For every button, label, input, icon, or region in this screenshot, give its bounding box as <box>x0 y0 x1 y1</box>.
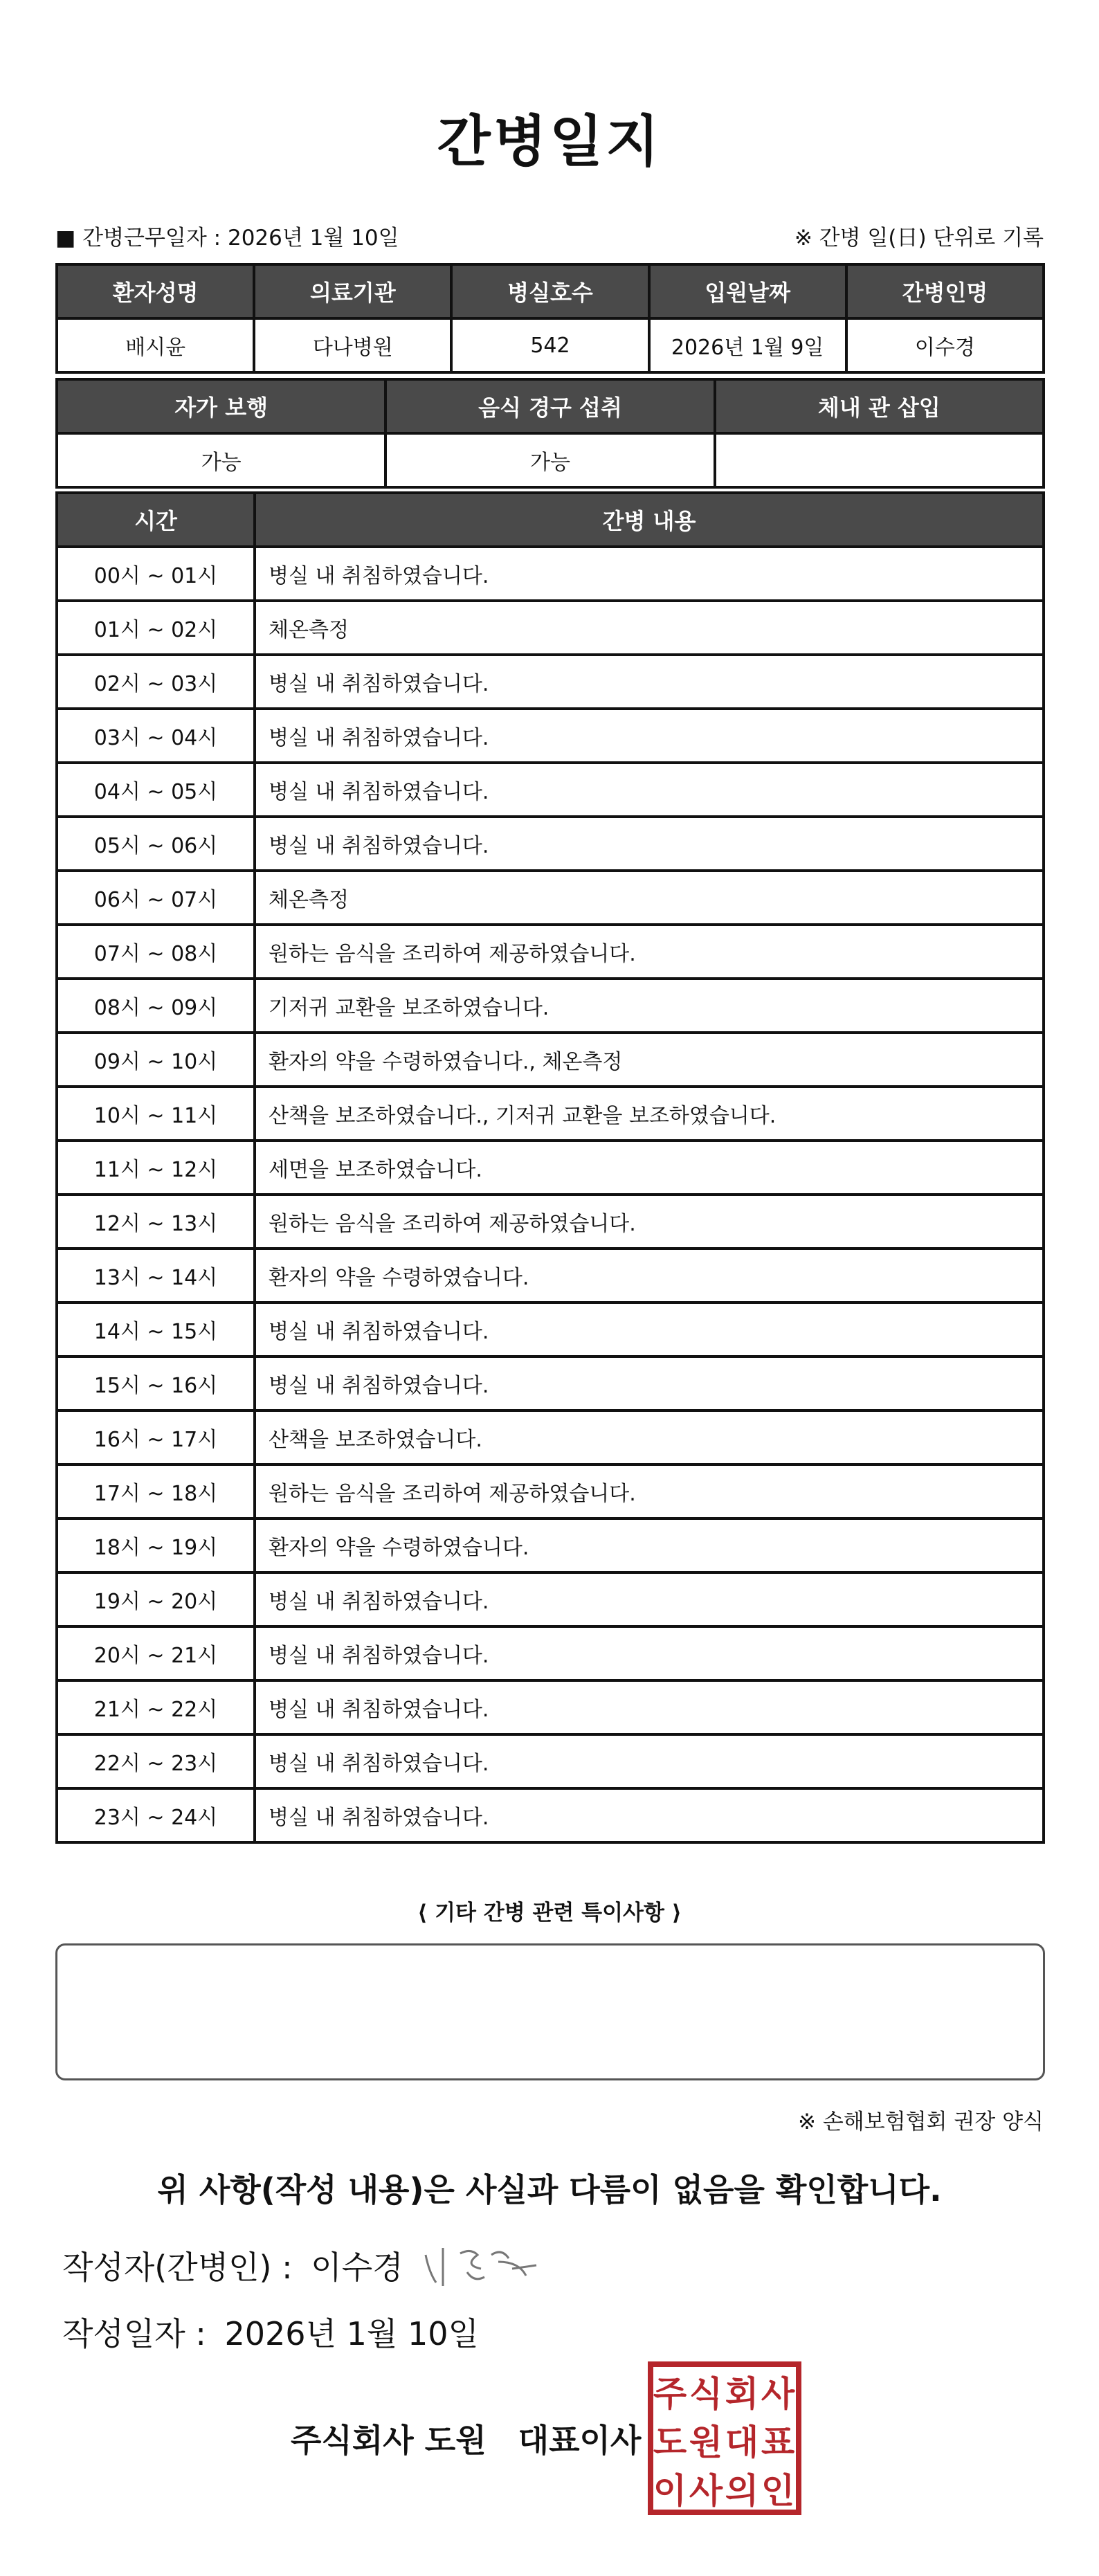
writer-label: 작성자(간병인) : <box>62 2249 293 2286</box>
svg-text:표: 표 <box>761 2422 795 2462</box>
date-label: 작성일자 : <box>62 2315 206 2352</box>
care-content: 세면을 보조하였습니다. <box>255 1141 1044 1195</box>
hourly-care-log-table <box>55 491 1045 1844</box>
writer-name: 이수경 <box>311 2249 403 2286</box>
special-notes-box <box>55 1943 1045 2080</box>
patient-name: 배시윤 <box>57 318 254 372</box>
care-content: 병실 내 취침하였습니다. <box>255 1734 1044 1788</box>
time-slot: 17시 ~ 18시 <box>57 1464 255 1518</box>
svg-text:사: 사 <box>761 2374 795 2414</box>
table-row <box>57 1411 1044 1464</box>
time-slot: 10시 ~ 11시 <box>57 1087 255 1141</box>
time-slot: 04시 ~ 05시 <box>57 763 255 817</box>
time-slot: 00시 ~ 01시 <box>57 547 255 601</box>
care-content: 병실 내 취침하였습니다. <box>255 1357 1044 1411</box>
written-date-line <box>62 2309 479 2355</box>
table-header-row <box>57 493 1044 547</box>
header-admission-date: 입원날짜 <box>649 264 846 318</box>
svg-text:도: 도 <box>653 2422 687 2462</box>
care-content: 산책을 보조하였습니다. <box>255 1411 1044 1464</box>
table-row <box>57 1464 1044 1518</box>
table-row <box>57 1303 1044 1357</box>
svg-text:인: 인 <box>761 2471 795 2511</box>
header-hospital: 의료기관 <box>254 264 451 318</box>
company-seal-stamp <box>646 2360 803 2516</box>
document-title: 간병일지 <box>437 109 662 174</box>
svg-text:대: 대 <box>725 2422 759 2462</box>
table-row <box>57 1195 1044 1249</box>
work-date <box>55 220 399 251</box>
table-row <box>57 1734 1044 1788</box>
care-content: 병실 내 취침하였습니다. <box>255 709 1044 763</box>
time-slot: 02시 ~ 03시 <box>57 655 255 709</box>
time-slot: 14시 ~ 15시 <box>57 1303 255 1357</box>
time-slot: 06시 ~ 07시 <box>57 871 255 925</box>
confirmation-statement: 위 사항(작성 내용)은 사실과 다름이 없음을 확인합니다. <box>157 2171 942 2208</box>
time-slot: 18시 ~ 19시 <box>57 1518 255 1572</box>
date-value: 2026년 1월 10일 <box>224 2315 479 2352</box>
header-time: 시간 <box>57 493 255 547</box>
time-slot: 21시 ~ 22시 <box>57 1680 255 1734</box>
table-header-row <box>57 379 1044 433</box>
care-content: 산책을 보조하였습니다., 기저귀 교환을 보조하였습니다. <box>255 1087 1044 1141</box>
walking-value: 가능 <box>57 433 385 487</box>
care-content: 병실 내 취침하였습니다. <box>255 763 1044 817</box>
header-care-content: 간병 내용 <box>255 493 1044 547</box>
time-slot: 11시 ~ 12시 <box>57 1141 255 1195</box>
care-content: 체온측정 <box>255 601 1044 655</box>
time-slot: 20시 ~ 21시 <box>57 1626 255 1680</box>
table-row <box>57 1572 1044 1626</box>
writer-line <box>62 2242 403 2288</box>
recommend-note: ※ 손해보험협회 권장 양식 <box>798 2110 1044 2134</box>
svg-text:사: 사 <box>689 2471 723 2511</box>
table-row <box>57 547 1044 601</box>
care-content: 병실 내 취침하였습니다. <box>255 1788 1044 1842</box>
care-content: 환자의 약을 수령하였습니다., 체온측정 <box>255 1033 1044 1087</box>
time-slot: 22시 ~ 23시 <box>57 1734 255 1788</box>
svg-text:원: 원 <box>689 2422 723 2462</box>
work-date-value: 2026년 1월 10일 <box>227 226 399 251</box>
company-name: 주식회사 도원 <box>291 2422 487 2459</box>
patient-info-table <box>55 263 1045 374</box>
care-content: 원하는 음식을 조리하여 제공하였습니다. <box>255 1464 1044 1518</box>
svg-text:회: 회 <box>725 2374 759 2414</box>
care-content: 병실 내 취침하였습니다. <box>255 1303 1044 1357</box>
table-header-row <box>57 264 1044 318</box>
table-row <box>57 1357 1044 1411</box>
handwritten-signature <box>415 2234 547 2296</box>
care-content: 환자의 약을 수령하였습니다. <box>255 1518 1044 1572</box>
time-slot: 19시 ~ 20시 <box>57 1572 255 1626</box>
time-slot: 13시 ~ 14시 <box>57 1249 255 1303</box>
care-content: 병실 내 취침하였습니다. <box>255 1572 1044 1626</box>
log-rows <box>57 547 1044 1842</box>
time-slot: 08시 ~ 09시 <box>57 979 255 1033</box>
table-row <box>57 1788 1044 1842</box>
time-slot: 23시 ~ 24시 <box>57 1788 255 1842</box>
table-row <box>57 655 1044 709</box>
table-row <box>57 1141 1044 1195</box>
time-slot: 01시 ~ 02시 <box>57 601 255 655</box>
care-content: 병실 내 취침하였습니다. <box>255 655 1044 709</box>
notes-title: ⟨ 기타 간병 관련 특이사항 ⟩ <box>417 1901 682 1925</box>
care-content: 환자의 약을 수령하였습니다. <box>255 1249 1044 1303</box>
table-row <box>57 979 1044 1033</box>
table-row <box>57 433 1044 487</box>
time-slot: 16시 ~ 17시 <box>57 1411 255 1464</box>
time-slot: 05시 ~ 06시 <box>57 817 255 871</box>
table-row <box>57 601 1044 655</box>
patient-status-table <box>55 378 1045 489</box>
table-row <box>57 871 1044 925</box>
oral-intake-value: 가능 <box>385 433 714 487</box>
table-row <box>57 1680 1044 1734</box>
care-content: 병실 내 취침하였습니다. <box>255 817 1044 871</box>
caregiver-name: 이수경 <box>846 318 1044 372</box>
tube-insertion-value <box>715 433 1044 487</box>
table-row <box>57 1087 1044 1141</box>
table-row <box>57 1626 1044 1680</box>
care-content: 기저귀 교환을 보조하였습니다. <box>255 979 1044 1033</box>
svg-text:이: 이 <box>653 2471 687 2511</box>
hospital-name: 다나병원 <box>254 318 451 372</box>
care-content: 병실 내 취침하였습니다. <box>255 1626 1044 1680</box>
header-room: 병실호수 <box>451 264 648 318</box>
room-number: 542 <box>451 318 648 372</box>
table-row <box>57 925 1044 979</box>
time-slot: 07시 ~ 08시 <box>57 925 255 979</box>
table-row <box>57 1518 1044 1572</box>
header-walking: 자가 보행 <box>57 379 385 433</box>
table-row <box>57 1033 1044 1087</box>
time-slot: 12시 ~ 13시 <box>57 1195 255 1249</box>
table-row <box>57 817 1044 871</box>
care-content: 체온측정 <box>255 871 1044 925</box>
table-row <box>57 709 1044 763</box>
work-date-label: ■ 간병근무일자 : <box>55 226 221 251</box>
time-slot: 09시 ~ 10시 <box>57 1033 255 1087</box>
table-row <box>57 1249 1044 1303</box>
time-slot: 15시 ~ 16시 <box>57 1357 255 1411</box>
admission-date: 2026년 1월 9일 <box>649 318 846 372</box>
care-content: 병실 내 취침하였습니다. <box>255 1680 1044 1734</box>
header-tube-insertion: 체내 관 삽입 <box>715 379 1044 433</box>
header-patient-name: 환자성명 <box>57 264 254 318</box>
header-caregiver: 간병인명 <box>846 264 1044 318</box>
table-row <box>57 318 1044 372</box>
care-content: 병실 내 취침하였습니다. <box>255 547 1044 601</box>
svg-text:의: 의 <box>725 2471 759 2511</box>
representative-title: 대표이사 <box>518 2422 642 2459</box>
table-row <box>57 763 1044 817</box>
unit-note: ※ 간병 일(日) 단위로 기록 <box>794 226 1044 251</box>
time-slot: 03시 ~ 04시 <box>57 709 255 763</box>
company-line <box>291 2415 641 2461</box>
svg-text:식: 식 <box>689 2374 723 2414</box>
svg-text:주: 주 <box>653 2374 687 2414</box>
care-content: 원하는 음식을 조리하여 제공하였습니다. <box>255 1195 1044 1249</box>
header-oral-intake: 음식 경구 섭취 <box>385 379 714 433</box>
care-content: 원하는 음식을 조리하여 제공하였습니다. <box>255 925 1044 979</box>
